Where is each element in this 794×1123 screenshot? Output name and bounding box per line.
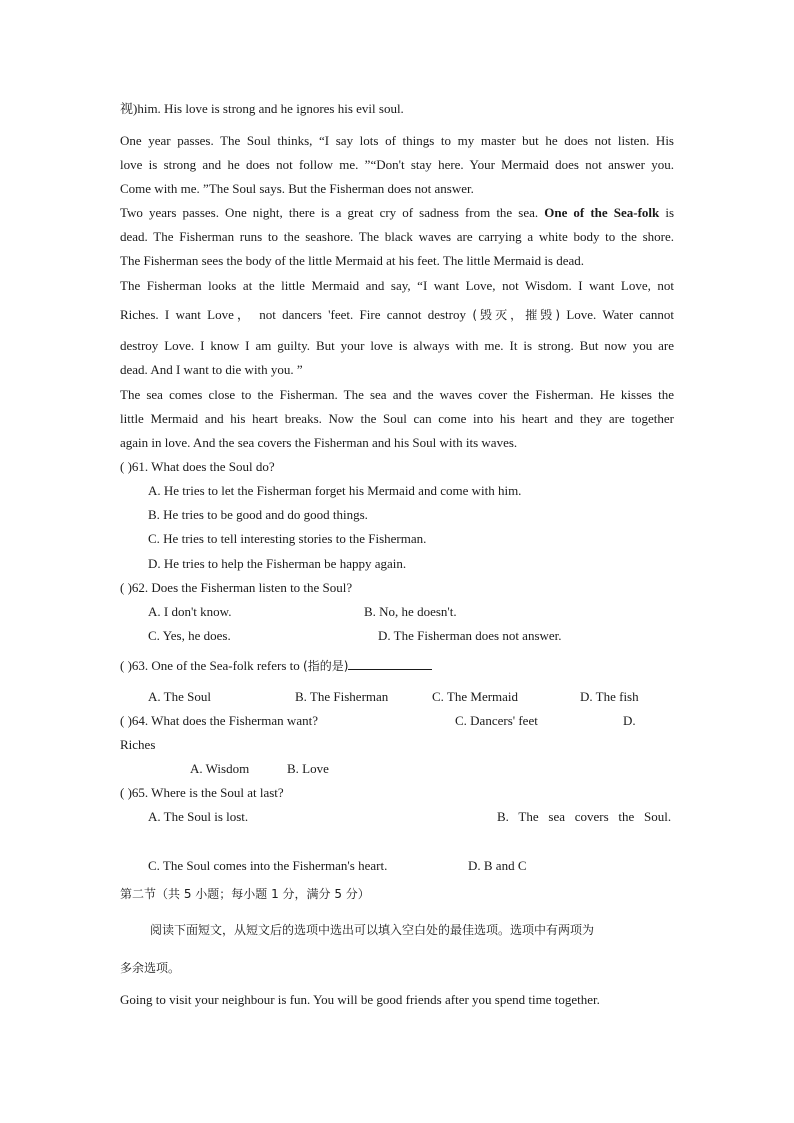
option-c: C. The Mermaid (432, 689, 519, 704)
passage-line: The Fisherman sees the body of the little Mermaid at his feet. The little Mermaid is dead. (120, 253, 585, 268)
fill-blank (348, 657, 432, 670)
passage-text: Two years passes. One night, there is a great cry of sadness from the sea. (120, 205, 539, 220)
passage-line: Going to visit your neighbour is fun. You will be good friends after you spend time together. (120, 992, 600, 1007)
option-a: A. I don't know. (148, 604, 232, 619)
option-c: C. Yes, he does. (148, 628, 231, 643)
passage-line: again in love. And the sea covers the Fisherman and his Soul with its waves. (120, 435, 518, 450)
answer-bracket[interactable]: ( ) (120, 658, 132, 673)
option-c: C. Dancers' feet (455, 713, 538, 728)
chinese-gloss: (毁灭，摧毁) (472, 308, 560, 322)
answer-bracket[interactable]: ( ) (120, 785, 132, 800)
question-63 (120, 657, 432, 674)
question-stem: 63. One of the Sea-folk refers to (131, 658, 300, 673)
passage-line (120, 205, 674, 221)
option-d-text: Riches (120, 737, 156, 752)
option-a: A. He tries to let the Fisherman forget his Mermaid and come with him. (148, 483, 522, 498)
question-61 (120, 459, 275, 475)
option-a: A. Wisdom (190, 761, 250, 776)
passage-text: Love. Water cannot (566, 307, 675, 322)
passage-line: Come with me. ”The Soul says. But the Fisherman does not answer. (120, 181, 474, 196)
option-b: B. The Fisherman (295, 689, 389, 704)
passage-line: dead. The Fisherman runs to the seashore. The black waves are carrying a white body to the shore. (120, 229, 674, 244)
answer-bracket[interactable]: ( ) (120, 459, 132, 474)
option-a: A. The Soul is lost. (148, 809, 249, 824)
option-d-letter: D. (623, 713, 636, 728)
option-d: D. The Fisherman does not answer. (378, 628, 562, 643)
passage-line: The sea comes close to the Fisherman. The sea and the waves cover the Fisherman. He kisses the (120, 387, 674, 402)
option-d: D. The fish (580, 689, 639, 704)
section-instruction: 阅读下面短文，从短文后的选项中选出可以填入空白处的最佳选项。选项中有两项为 (150, 923, 595, 937)
question-stem: 65. Where is the Soul at last? (131, 785, 284, 800)
section-heading: 第二节（共 5 小题；每小题 1 分，满分 5 分） (120, 887, 370, 901)
option-b: B. The sea covers the Soul. (497, 809, 672, 824)
question-65 (120, 785, 284, 801)
option-c: C. The Soul comes into the Fisherman's heart. (148, 858, 388, 873)
question-62 (120, 580, 352, 596)
option-d: D. He tries to help the Fisherman be happy again. (148, 556, 407, 571)
passage-line: dead. And I want to die with you. ” (120, 362, 303, 377)
option-b: B. Love (287, 761, 329, 776)
chinese-gloss: (指的是) (303, 659, 349, 673)
passage-line: little Mermaid and his heart breaks. Now the Soul can come into his heart and they are together (120, 411, 674, 426)
answer-bracket[interactable]: ( ) (120, 713, 132, 728)
passage-line: 视)him. His love is strong and he ignores his evil soul. (120, 101, 404, 116)
passage-line: destroy Love. I know I am guilty. But your love is always with me. It is strong. But now you are (120, 338, 674, 353)
option-a: A. The Soul (148, 689, 211, 704)
passage-line (120, 307, 674, 323)
passage-line: One year passes. The Soul thinks, “I say lots of things to my master but he does not listen. His (120, 133, 674, 148)
question-64 (120, 713, 318, 729)
passage-line: The Fisherman looks at the little Mermaid and say, “I want Love, not Wisdom. I want Love, not (120, 278, 674, 293)
question-stem: 62. Does the Fisherman listen to the Soul? (131, 580, 353, 595)
question-stem: 61. What does the Soul do? (131, 459, 275, 474)
bold-phrase: One of the Sea-folk (544, 205, 660, 220)
option-d: D. B and C (468, 858, 527, 873)
option-b: B. No, he doesn't. (364, 604, 457, 619)
question-stem: 64. What does the Fisherman want? (131, 713, 318, 728)
option-c: C. He tries to tell interesting stories to the Fisherman. (148, 531, 427, 546)
section-instruction: 多余选项。 (120, 961, 181, 975)
answer-bracket[interactable]: ( ) (120, 580, 132, 595)
passage-text: is (665, 205, 675, 220)
passage-text: Riches. I want Love， not dancers 'feet. Fire cannot destroy (120, 307, 467, 322)
passage-line: love is strong and he does not follow me. ”“Don't stay here. Your Mermaid does not answer you. (120, 157, 674, 172)
option-b: B. He tries to be good and do good things. (148, 507, 368, 522)
